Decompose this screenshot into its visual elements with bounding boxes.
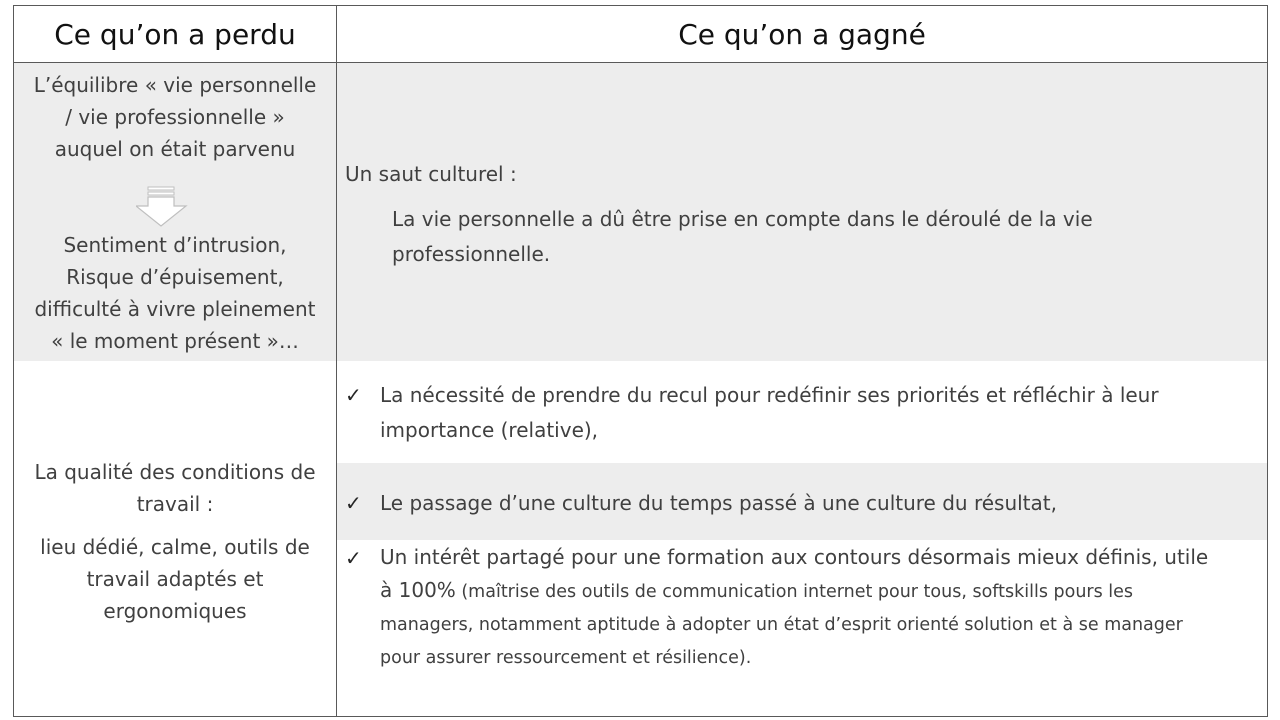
gained-item-3 [380, 541, 1208, 675]
row1-gained-title: Un saut culturel : [345, 162, 517, 186]
checkmark-icon: ✓ [345, 383, 362, 407]
row2-lost-body [14, 531, 336, 627]
header-gained: Ce qu’on a gagné [678, 17, 926, 51]
text-line: auquel on était parvenu [54, 137, 296, 161]
text-line: travail : [136, 492, 214, 516]
text-line [380, 574, 1208, 609]
column-divider [336, 5, 337, 717]
text-line: Le passage d’une culture du temps passé à une culture du résultat, [380, 491, 1057, 515]
text-line: lieu dédié, calme, outils de [40, 535, 310, 559]
text-line: Un intérêt partagé pour une formation aux contours désormais mieux définis, utile [380, 545, 1209, 569]
row2-lost-title [14, 456, 336, 520]
text-small: (maîtrise des outils de communication internet pour tous, softskills pours les [455, 582, 1134, 602]
text-line: importance (relative), [380, 418, 599, 442]
text-line: L’équilibre « vie personnelle [33, 73, 317, 97]
text-line: La nécessité de prendre du recul pour redéfinir ses priorités et réfléchir à leur [380, 383, 1159, 407]
header-divider [13, 62, 1268, 63]
checkmark-icon: ✓ [345, 491, 362, 515]
row1-gained-body [392, 202, 1093, 272]
gained-item-1 [380, 378, 1159, 448]
text-line: difficulté à vivre pleinement [34, 297, 316, 321]
header-lost: Ce qu’on a perdu [54, 17, 296, 51]
text-main: à 100% [380, 578, 456, 602]
text-line: « le moment présent »… [51, 329, 299, 353]
gained-item-2 [380, 486, 1057, 521]
text-line: managers, notamment aptitude à adopter un état d’esprit orienté solution et à se manager [380, 615, 1183, 635]
row1-lost-after [14, 229, 336, 357]
text-line: La vie personnelle a dû être prise en compte dans le déroulé de la vie [392, 207, 1093, 231]
text-line: / vie professionnelle » [65, 105, 285, 129]
checkmark-icon: ✓ [345, 546, 362, 570]
text-line: travail adaptés et [86, 567, 264, 591]
text-line: pour assurer ressourcement et résilience). [380, 648, 752, 668]
text-line: La qualité des conditions de [34, 460, 316, 484]
row1-lost-before [14, 69, 336, 165]
text-line: Sentiment d’intrusion, [63, 233, 287, 257]
text-line: ergonomiques [103, 599, 247, 623]
text-line: Risque d’épuisement, [66, 265, 284, 289]
text-line: professionnelle. [392, 242, 551, 266]
down-arrow-icon [136, 186, 188, 228]
